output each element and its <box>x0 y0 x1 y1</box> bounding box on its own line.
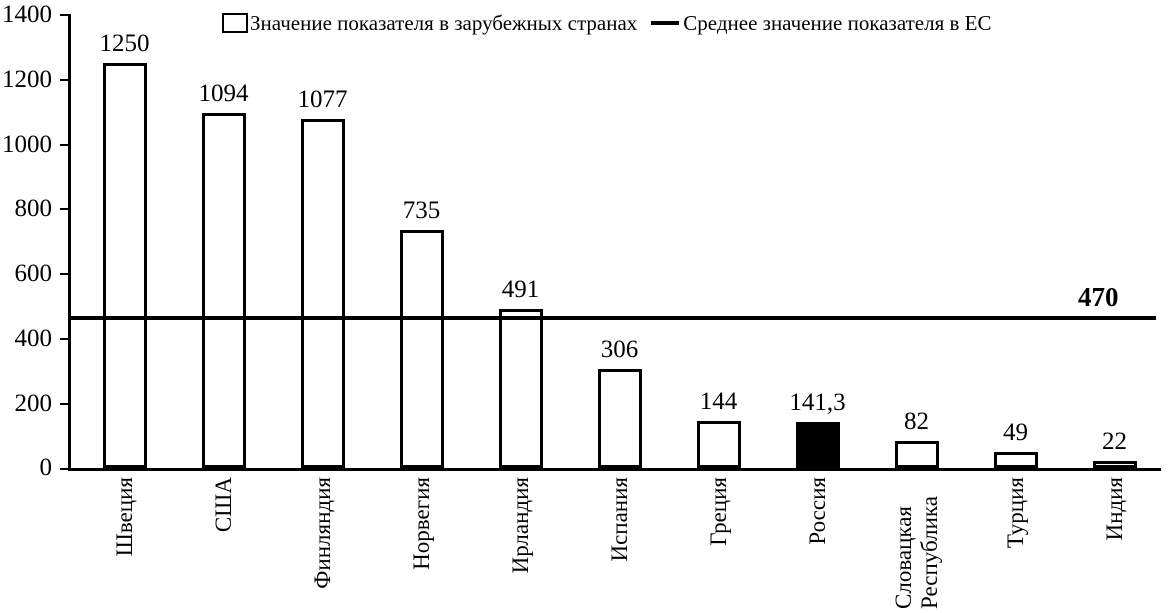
y-axis-tick <box>60 468 68 470</box>
y-tick-800: 800 <box>14 195 52 222</box>
y-axis-tick <box>60 79 68 81</box>
bar-slot-sweden <box>75 14 174 468</box>
table-row[interactable] <box>202 113 246 468</box>
bar-slot-greece <box>669 14 768 468</box>
y-axis-tick <box>60 208 68 210</box>
x-label-sweden: Швеция <box>111 477 137 557</box>
bars-container <box>71 10 1161 468</box>
bar-value-label: 1094 <box>198 80 249 107</box>
bar-value-label: 22 <box>1102 428 1127 455</box>
table-row[interactable] <box>301 119 345 468</box>
legend-label-bars: Значение показателя в зарубежных странах <box>250 10 638 35</box>
bar-value-label: 141,3 <box>789 389 846 416</box>
bar-value-label: 1077 <box>297 86 348 113</box>
bar-slot-spain <box>570 14 669 468</box>
y-tick-600: 600 <box>14 260 52 287</box>
bar-value-label: 735 <box>402 197 441 224</box>
bar-value-label: 306 <box>600 336 639 363</box>
y-axis-tick <box>60 338 68 340</box>
bar-value-label: 491 <box>501 276 540 303</box>
table-row[interactable] <box>400 230 444 468</box>
y-tick-1400: 1400 <box>2 1 52 28</box>
table-row[interactable] <box>895 441 939 468</box>
bar-value-label: 49 <box>1003 419 1028 446</box>
y-tick-400: 400 <box>14 325 52 352</box>
bar-slot-norway <box>372 14 471 468</box>
y-axis-tick <box>60 144 68 146</box>
bar-slot-usa <box>174 14 273 468</box>
y-axis-tick <box>60 14 68 16</box>
table-row[interactable] <box>1093 461 1137 468</box>
y-tick-200: 200 <box>14 390 52 417</box>
bar-value-label: 144 <box>699 388 738 415</box>
average-reference-line <box>71 316 1156 320</box>
bar-slot-india <box>1065 14 1164 468</box>
x-label-spain: Испания <box>606 477 632 562</box>
bar-slot-turkey <box>966 14 1065 468</box>
legend-label-average: Среднее значение показателя в ЕС <box>683 10 992 35</box>
x-label-ireland: Ирландия <box>507 477 533 574</box>
y-tick-0: 0 <box>39 454 52 481</box>
table-row[interactable] <box>994 452 1038 468</box>
x-label-finland: Финляндия <box>309 477 335 589</box>
bar-slot-russia <box>768 14 867 468</box>
y-axis-tick <box>60 403 68 405</box>
x-label-india: Индия <box>1101 477 1127 541</box>
table-row[interactable] <box>103 63 147 468</box>
x-axis-labels <box>71 477 1161 613</box>
table-row[interactable] <box>697 421 741 468</box>
x-label-turkey: Турция <box>1002 477 1028 549</box>
bar-slot-ireland <box>471 14 570 468</box>
bar-slot-finland <box>273 14 372 468</box>
table-row[interactable] <box>598 369 642 468</box>
table-row[interactable] <box>796 422 840 468</box>
y-axis-labels <box>0 0 62 481</box>
x-label-norway: Норвегия <box>408 477 434 570</box>
bar-slot-slovakia <box>867 14 966 468</box>
y-axis-tick <box>60 273 68 275</box>
x-label-russia: Россия <box>804 477 830 545</box>
x-label-slovakia: Словацкая Республика <box>890 496 942 609</box>
bar-value-label: 82 <box>904 408 929 435</box>
y-tick-1000: 1000 <box>2 131 52 158</box>
x-label-usa: США <box>210 477 236 533</box>
y-tick-1200: 1200 <box>2 66 52 93</box>
average-value-label: 470 <box>1078 282 1119 312</box>
x-label-greece: Греция <box>705 477 731 546</box>
table-row[interactable] <box>499 309 543 468</box>
bar-value-label: 1250 <box>99 30 150 57</box>
plot-area <box>68 10 1161 471</box>
x-axis-line <box>68 468 1161 471</box>
